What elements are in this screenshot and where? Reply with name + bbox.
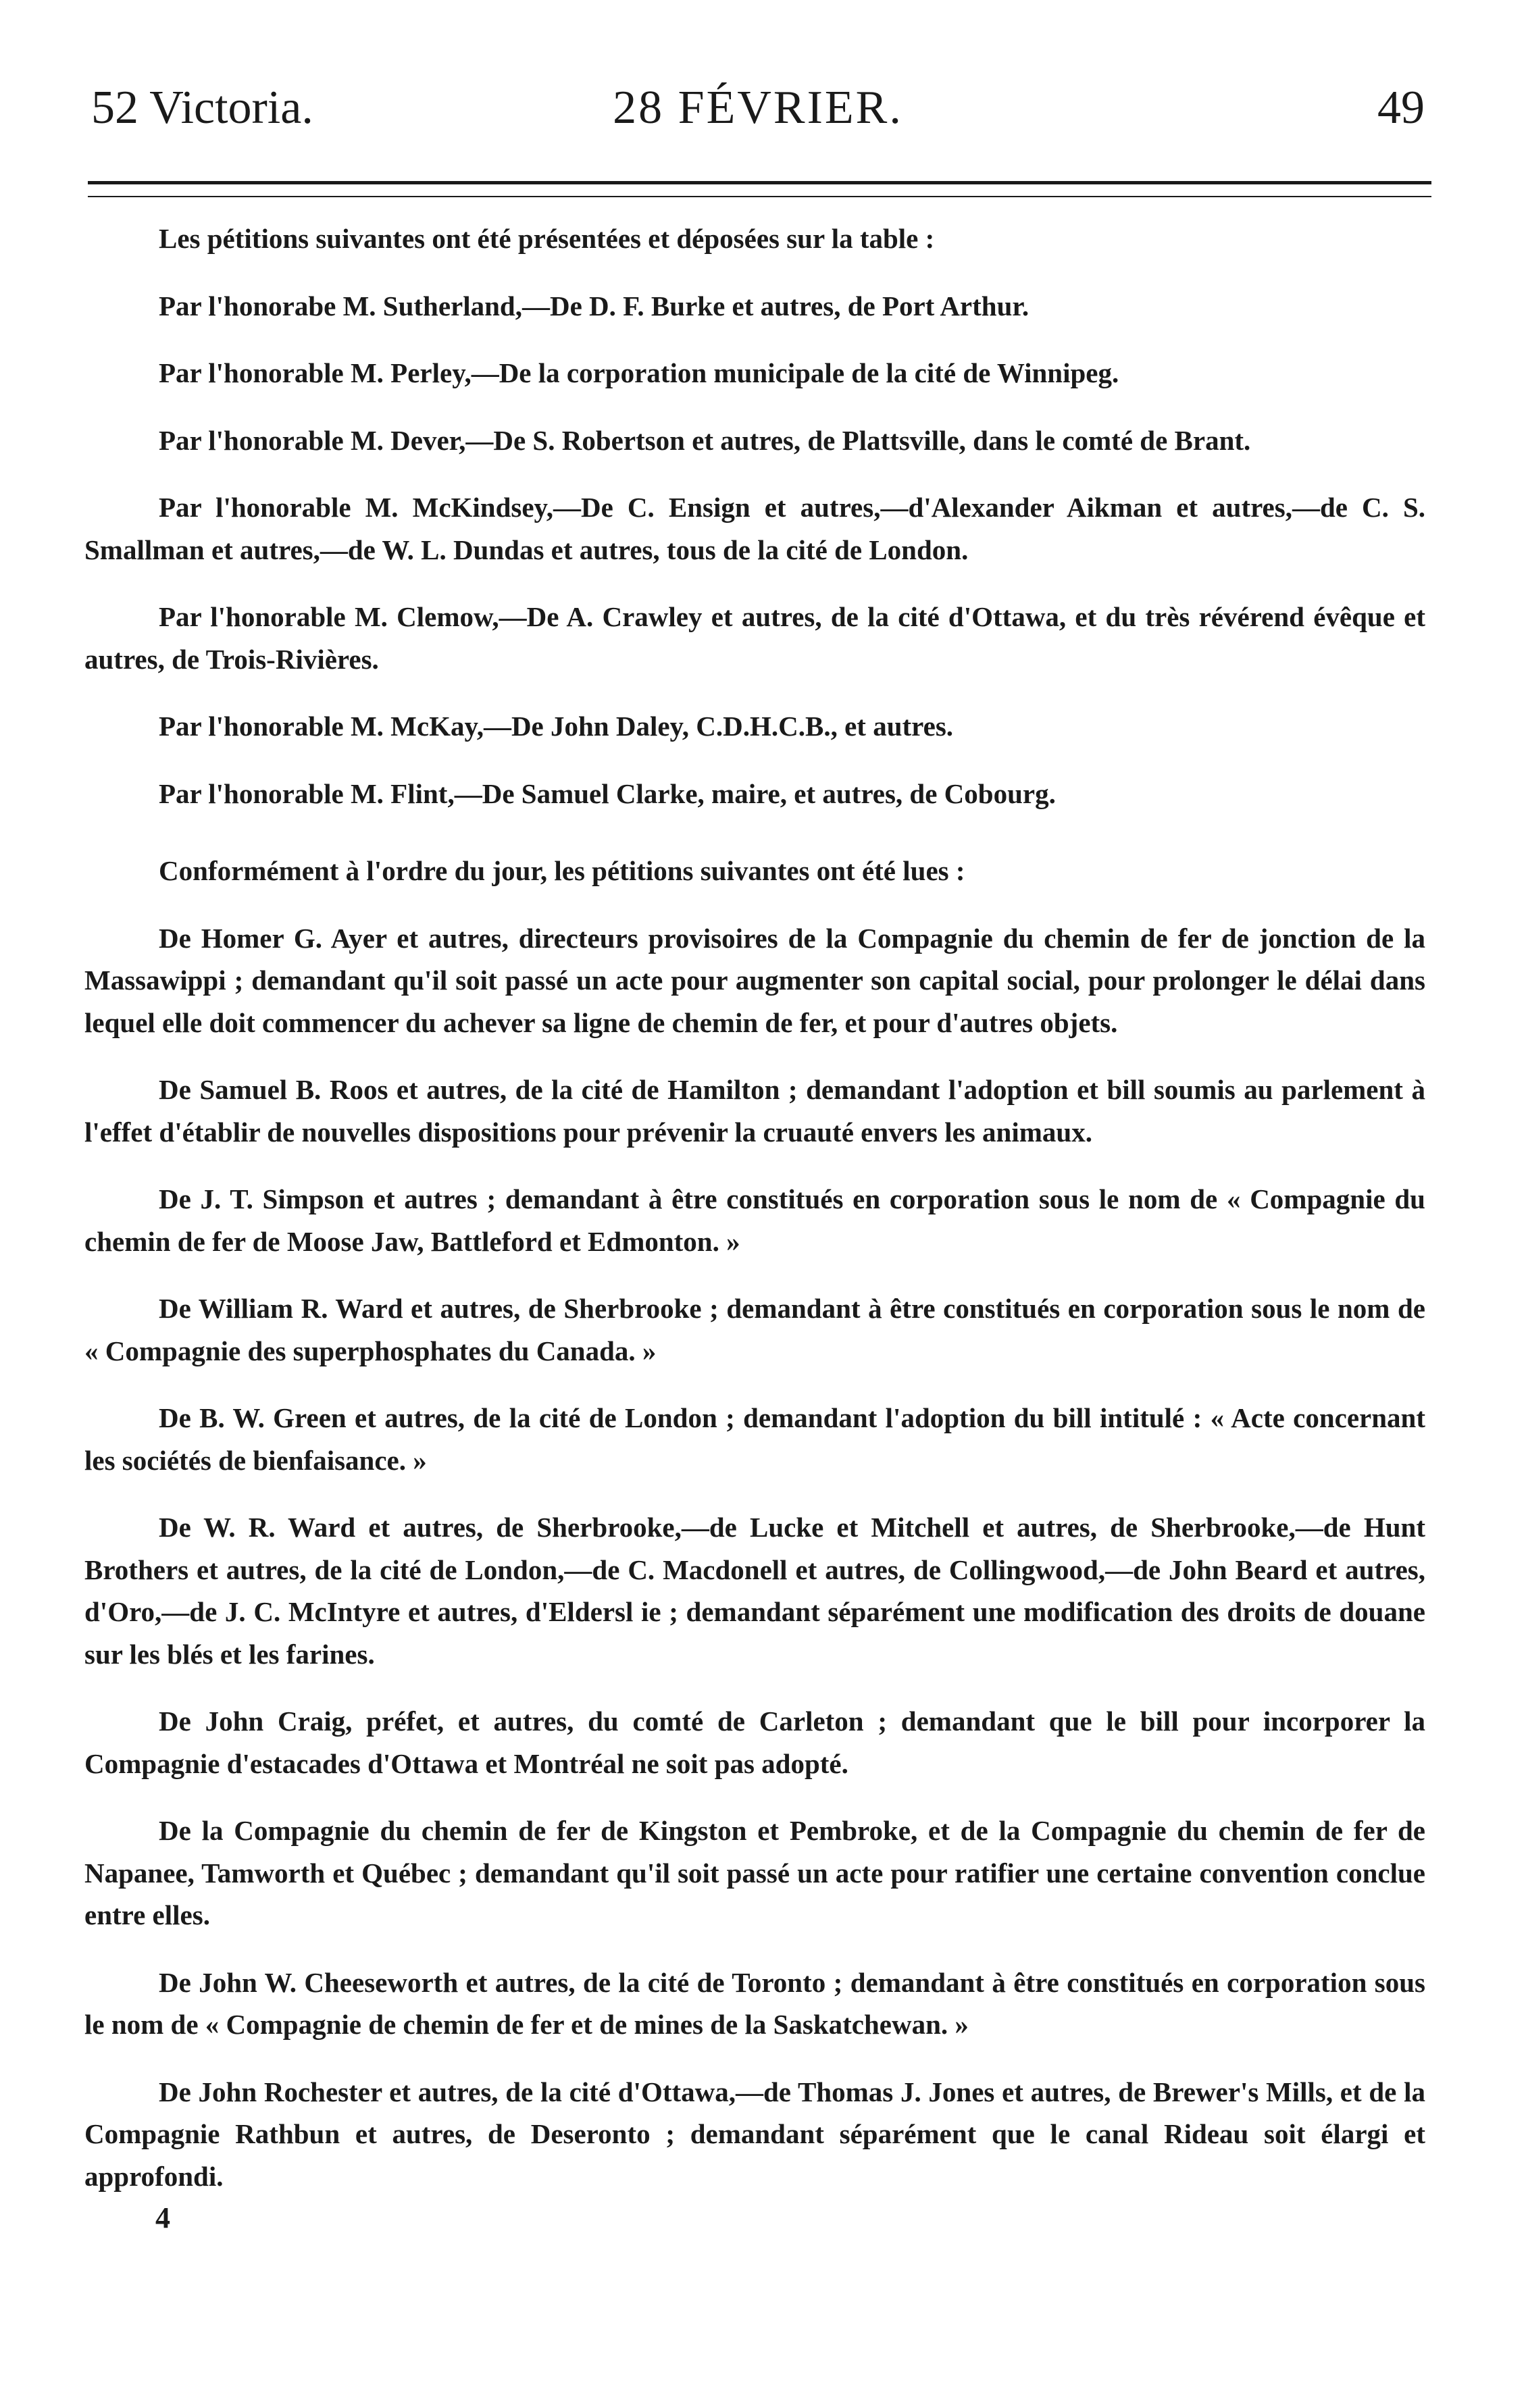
paragraph-petition-ward-duties: De W. R. Ward et autres, de Sherbrooke,—de Lucke et Mitchell et autres, de Sherbrooke,—de Hunt Brothers et autres, de la cité de London,—de C. Macdonell et autres, de Collingwood,—de John Beard et autres, d'Oro,—de J. C. McIntyre et autres, d'Eldersl ie ; demandant séparément une modification des droits de douane sur les blés et les farines. [84,1512,1425,1670]
paragraph-petitions-read: Conformément à l'ordre du jour, les pétitions suivantes ont été lues : [159,855,965,886]
header-date: 28 FÉVRIER. [613,82,903,134]
header-rule-thick [88,181,1431,184]
signature-mark: 4 [155,2201,170,2234]
paragraph-petition-craig: De John Craig, préfet, et autres, du comté de Carleton ; demandant que le bill pour incorporer la Compagnie d'estacades d'Ottawa et Montréal ne soit pas adopté. [84,1706,1425,1779]
paragraph-petition-ayer: De Homer G. Ayer et autres, directeurs provisoires de la Compagnie du chemin de fer de jonction de la Massawippi ; demandant qu'il soit passé un acte pour augmenter son capital social, pour prolonger le délai dans lequel elle doit commencer du achever sa ligne de chemin de fer, et pour d'autres objets. [84,922,1425,1038]
paragraph-petition-simpson: De J. T. Simpson et autres ; demandant à être constitués en corporation sous le nom de « Compagnie du chemin de fer de Moose Jaw, Battleford et Edmonton. » [84,1183,1425,1257]
paragraph-petition-kingston-pembroke: De la Compagnie du chemin de fer de Kingston et Pembroke, et de la Compagnie du chemin de fer de Napanee, Tamworth et Québec ; demandant qu'il soit passé un acte pour ratifier une certaine convention conclue entre elles. [84,1815,1425,1930]
paragraph-petition-mckindsey: Par l'honorable M. McKindsey,—De C. Ensign et autres,—d'Alexander Aikman et autres,—de C. S. Smallman et autres,—de W. L. Dundas et autres, tous de la cité de London. [84,492,1425,565]
paragraph-petition-roos: De Samuel B. Roos et autres, de la cité de Hamilton ; demandant l'adoption et bill soumis au parlement à l'effet d'établir de nouvelles dispositions pour prévenir la cruauté envers les animaux. [84,1074,1425,1148]
paragraph-petition-perley: Par l'honorable M. Perley,—De la corporation municipale de la cité de Winnipeg. [159,357,1119,388]
paragraph-petitions-presented: Les pétitions suivantes ont été présentées et déposées sur la table : [159,223,935,254]
paragraph-petition-dever: Par l'honorable M. Dever,—De S. Robertson et autres, de Plattsville, dans le comté de Brant. [159,424,1251,456]
paragraph-petition-clemow: Par l'honorable M. Clemow,—De A. Crawley et autres, de la cité d'Ottawa, et du très révérend évêque et autres, de Trois-Rivières. [84,601,1425,675]
paragraph-petition-mckay: Par l'honorable M. McKay,—De John Daley, C.D.H.C.B., et autres. [159,711,954,742]
running-head [91,74,1425,142]
paragraph-petition-cheeseworth: De John W. Cheeseworth et autres, de la cité de Toronto ; demandant à être constitués en corporation sous le nom de « Compagnie de chemin de fer et de mines de la Saskatchewan. » [84,1966,1425,2040]
journal-body [84,217,1425,2197]
page-number: 49 [1377,82,1425,134]
paragraph-petition-sutherland: Par l'honorabe M. Sutherland,—De D. F. Burke et autres, de Port Arthur. [159,290,1029,322]
header-regnal-year: 52 Victoria. [91,82,313,134]
paragraph-petition-william-ward: De William R. Ward et autres, de Sherbrooke ; demandant à être constitués en corporation sous le nom de « Compagnie des superphosphates du Canada. » [84,1293,1425,1366]
paragraph-petition-flint: Par l'honorable M. Flint,—De Samuel Clarke, maire, et autres, de Cobourg. [159,777,1056,809]
paragraph-petition-green: De B. W. Green et autres, de la cité de London ; demandant l'adoption du bill intitulé : « Acte concernant les sociétés de bienfaisance. » [84,1402,1425,1476]
header-rule-thin [88,196,1431,197]
paragraph-petition-rochester: De John Rochester et autres, de la cité d'Ottawa,—de Thomas J. Jones et autres, de Brewer's Mills, et de la Compagnie Rathbun et autres, de Deseronto ; demandant séparément que le canal Rideau soit élargi et approfondi. [84,2076,1425,2192]
